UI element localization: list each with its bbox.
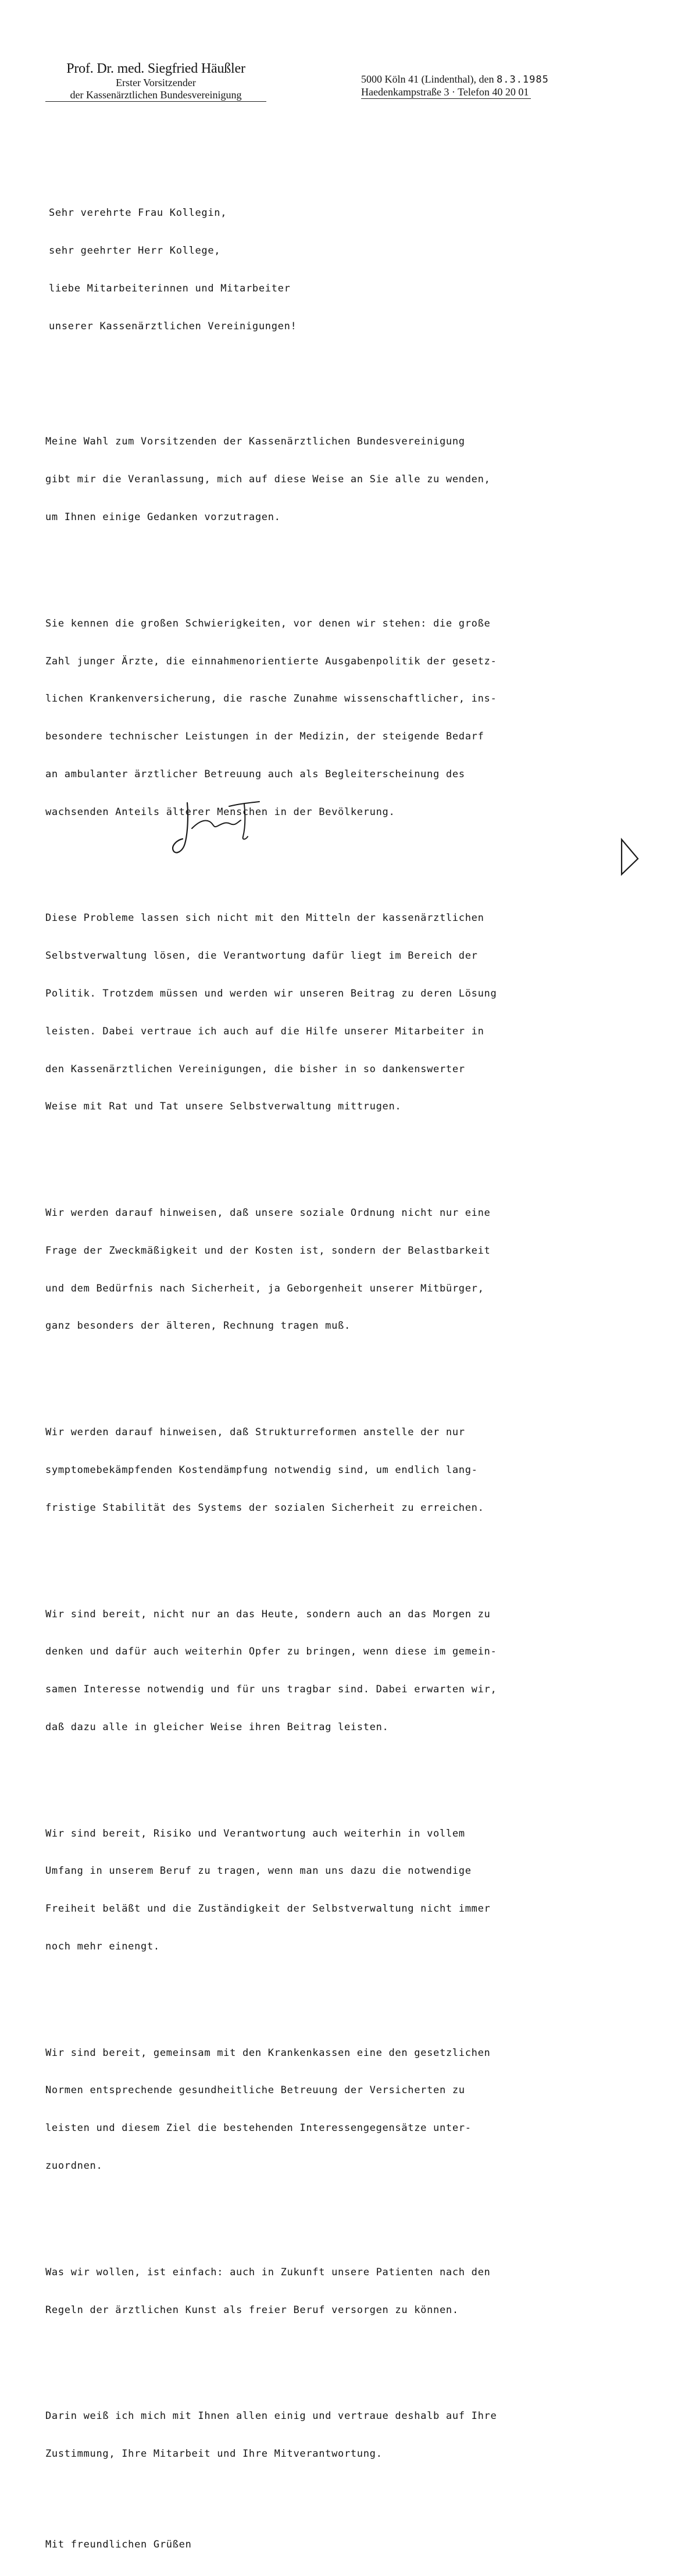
paragraph [45, 1182, 604, 1358]
text-line: Weise mit Rat und Tat unsere Selbstverwaltung mittrugen. [45, 1101, 402, 1113]
salutation-line: unserer Kassenärztlichen Vereinigungen! [49, 320, 297, 332]
paragraph [45, 1401, 604, 1540]
text-line: lichen Krankenversicherung, die rasche Zunahme wissenschaftlicher, ins- [45, 693, 497, 705]
paragraph [45, 2241, 604, 2342]
text-line: Zahl junger Ärzte, die einnahmenorientierte Ausgabenpolitik der gesetz- [45, 655, 497, 667]
text-line: Freiheit beläßt und die Zuständigkeit der Selbstverwaltung nicht immer [45, 1903, 491, 1915]
text-line: Selbstverwaltung lösen, die Verantwortung dafür liegt im Bereich der [45, 950, 478, 962]
text-line: Zustimmung, Ihre Mitarbeit und Ihre Mitverantwortung. [45, 2448, 383, 2460]
sender-role: Erster Vorsitzender [116, 77, 196, 88]
text-line: Normen entsprechende gesundheitliche Betreuung der Versicherten zu [45, 2084, 465, 2097]
letterhead-sender [45, 61, 266, 102]
letter-body [45, 157, 604, 2576]
paragraph [45, 887, 604, 1138]
letter-date: 8.3.1985 [496, 74, 549, 86]
text-line: Wir sind bereit, Risiko und Verantwortung auch weiterhin in vollem [45, 1827, 465, 1840]
text-line: besondere technischer Leistungen in der Medizin, der steigende Bedarf [45, 731, 484, 743]
text-line: daß dazu alle in gleicher Weise ihren Beitrag leisten. [45, 1721, 389, 1733]
text-line: fristige Stabilität des Systems der sozialen Sicherheit zu erreichen. [45, 1502, 484, 1514]
address-line: Haedenkampstraße 3 · Telefon 40 20 01 [361, 86, 531, 99]
text-line: noch mehr einengt. [45, 1940, 160, 1952]
place-date-line [361, 73, 570, 86]
text-line: gibt mir die Veranlassung, mich auf diese Weise an Sie alle zu wenden, [45, 474, 491, 486]
text-line: Darin weiß ich mich mit Ihnen allen einig und vertraue deshalb auf Ihre [45, 2410, 497, 2422]
letterhead-address [361, 73, 570, 99]
text-line: wachsenden Anteils älterer Menschen in der Bevölkerung. [45, 806, 395, 818]
text-line: den Kassenärztlichen Vereinigungen, die bisher in so dankenswerter [45, 1063, 465, 1075]
salutation [49, 182, 604, 358]
text-line: Was wir wollen, ist einfach: auch in Zukunft unsere Patienten nach den [45, 2266, 491, 2278]
paragraph [45, 593, 604, 844]
text-line: Wir sind bereit, gemeinsam mit den Krankenkassen eine den gesetzlichen [45, 2047, 491, 2059]
salutation-line: Sehr verehrte Frau Kollegin, [49, 207, 227, 219]
text-line: samen Interesse notwendig und für uns tragbar sind. Dabei erwarten wir, [45, 1684, 497, 1696]
salutation-line: sehr geehrter Herr Kollege, [49, 245, 221, 257]
paragraph [45, 1802, 604, 1978]
text-line: zuordnen. [45, 2160, 103, 2172]
handwritten-signature [169, 798, 273, 856]
text-line: leisten. Dabei vertraue ich auch auf die Hilfe unserer Mitarbeiter in [45, 1025, 484, 1037]
sender-name: Prof. Dr. med. Siegfried Häußler [66, 61, 245, 76]
text-line: symptomebekämpfenden Kostendämpfung notwendig sind, um endlich lang- [45, 1464, 478, 1476]
text-line: Regeln der ärztlichen Kunst als freier Beruf versorgen zu können. [45, 2304, 459, 2316]
text-line: an ambulanter ärztlicher Betreuung auch als Begleiterscheinung des [45, 768, 465, 780]
text-line: Wir sind bereit, nicht nur an das Heute, sondern auch an das Morgen zu [45, 1608, 491, 1620]
text-line: ganz besonders der älteren, Rechnung tragen muß. [45, 1320, 351, 1332]
text-line: und dem Bedürfnis nach Sicherheit, ja Geborgenheit unserer Mitbürger, [45, 1282, 484, 1294]
text-line: Wir werden darauf hinweisen, daß Strukturreformen anstelle der nur [45, 1426, 465, 1439]
next-page-arrow-icon [620, 838, 640, 876]
text-line: Umfang in unserem Beruf zu tragen, wenn man uns dazu die notwendige [45, 1865, 472, 1877]
paragraph [45, 2385, 604, 2486]
text-line: um Ihnen einige Gedanken vorzutragen. [45, 511, 281, 524]
text-line: Sie kennen die großen Schwierigkeiten, vor denen wir stehen: die große [45, 617, 491, 629]
closing: Mit freundlichen Grüßen [45, 2538, 192, 2550]
text-line: Wir werden darauf hinweisen, daß unsere soziale Ordnung nicht nur eine [45, 1207, 491, 1219]
text-line: Politik. Trotzdem müssen und werden wir unseren Beitrag zu deren Lösung [45, 988, 497, 999]
text-line: leisten und diesem Ziel die bestehenden Interessengegensätze unter- [45, 2122, 472, 2134]
paragraph [45, 411, 604, 549]
sender-organization: der Kassenärztlichen Bundesvereinigung [45, 89, 266, 102]
text-line: Diese Probleme lassen sich nicht mit den Mitteln der kassenärztlichen [45, 912, 484, 924]
paragraph [45, 2022, 604, 2198]
salutation-line: liebe Mitarbeiterinnen und Mitarbeiter [49, 282, 291, 294]
text-line: denken und dafür auch weiterhin Opfer zu bringen, wenn diese im gemein- [45, 1646, 497, 1658]
paragraph [45, 1583, 604, 1759]
place-text: 5000 Köln 41 (Lindenthal), den [361, 73, 494, 85]
text-line: Frage der Zweckmäßigkeit und der Kosten ist, sondern der Belastbarkeit [45, 1244, 491, 1257]
text-line: Meine Wahl zum Vorsitzenden der Kassenärztlichen Bundesvereinigung [45, 436, 465, 448]
